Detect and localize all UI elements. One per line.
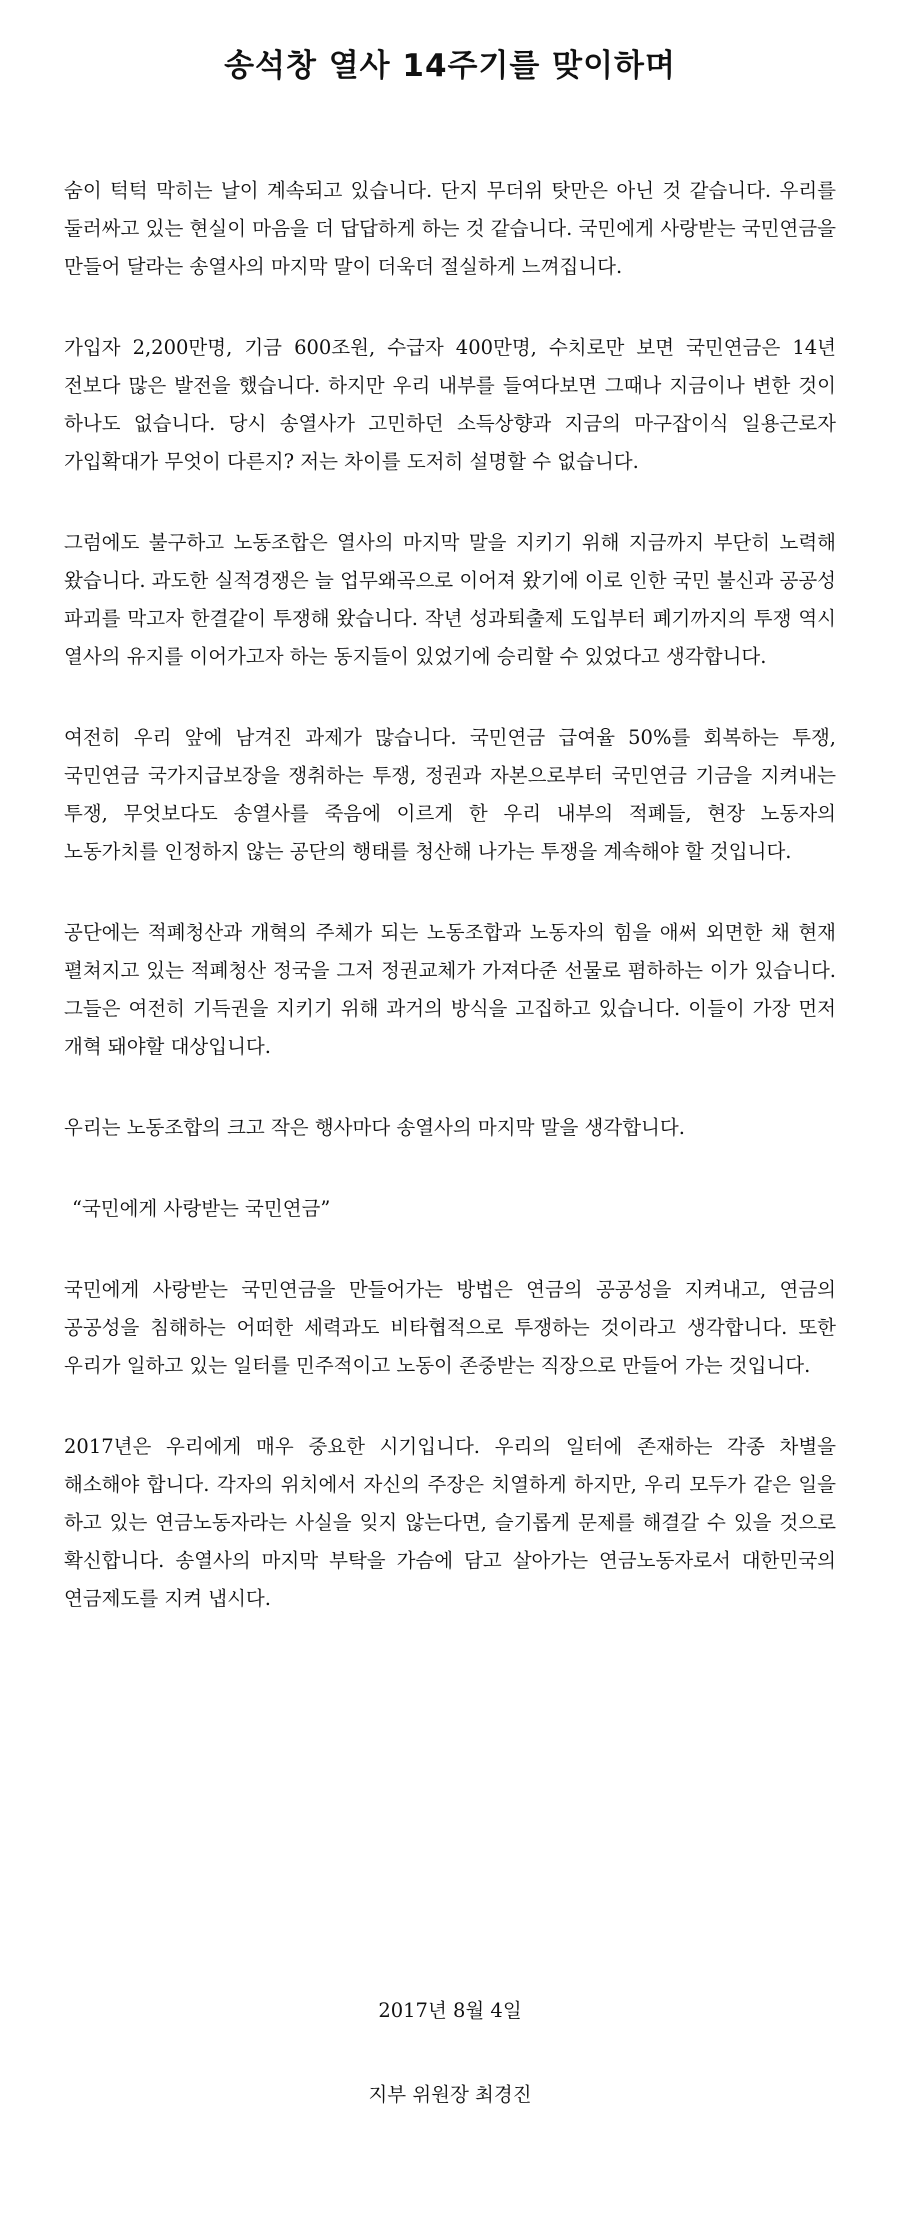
letter-signature: 지부 위원장 최경진 (368, 2083, 532, 2106)
paragraph-1: 숨이 턱턱 막히는 날이 계속되고 있습니다. 단지 무더위 탓만은 아닌 것 같습니다. 우리를 둘러싸고 있는 현실이 마음을 더 답답하게 하는 것 같습니다. 국민에게 사랑받는 국민연금을 만들어 달라는 송열사의 마지막 말이 더욱더 절실하게 느껴집니다. (64, 179, 836, 278)
paragraph-4: 여전히 우리 앞에 남겨진 과제가 많습니다. 국민연금 급여율 50%를 회복하는 투쟁, 국민연금 국가지급보장을 쟁취하는 투쟁, 정권과 자본으로부터 국민연금 기금을 지켜내는 투쟁, 무엇보다도 송열사를 죽음에 이르게 한 우리 내부의 적폐들, 현장 노동자의 노동가치를 인정하지 않는 공단의 행태를 청산해 나가는 투쟁을 계속해야 할 것입니다. (64, 726, 836, 863)
paragraph-3: 그럼에도 불구하고 노동조합은 열사의 마지막 말을 지키기 위해 지금까지 부단히 노력해 왔습니다. 과도한 실적경쟁은 늘 업무왜곡으로 이어져 왔기에 이로 인한 국민 불신과 공공성 파괴를 막고자 한결같이 투쟁해 왔습니다. 작년 성과퇴출제 도입부터 폐기까지의 투쟁 역시 열사의 유지를 이어가고자 하는 동지들이 있었기에 승리할 수 있었다고 생각합니다. (64, 531, 836, 668)
paragraph-6: 우리는 노동조합의 크고 작은 행사마다 송열사의 마지막 말을 생각합니다. (64, 1116, 685, 1139)
paragraph-5: 공단에는 적폐청산과 개혁의 주체가 되는 노동조합과 노동자의 힘을 애써 외면한 채 현재 펼쳐지고 있는 적폐청산 정국을 그저 정권교체가 가져다준 선물로 폄하하는 이가 있습니다. 그들은 여전히 기득권을 지키기 위해 과거의 방식을 고집하고 있습니다. 이들이 가장 먼저 개혁 돼야할 대상입니다. (64, 921, 836, 1058)
paragraph-8: 국민에게 사랑받는 국민연금을 만들어가는 방법은 연금의 공공성을 지켜내고, 연금의 공공성을 침해하는 어떠한 세력과도 비타협적으로 투쟁하는 것이라고 생각합니다. 또한 우리가 일하고 있는 일터를 민주적이고 노동이 존중받는 직장으로 만들어 가는 것입니다. (64, 1278, 836, 1377)
quote-line: “국민에게 사랑받는 국민연금” (72, 1197, 331, 1220)
paragraph-9: 2017년은 우리에게 매우 중요한 시기입니다. 우리의 일터에 존재하는 각종 차별을 해소해야 합니다. 각자의 위치에서 자신의 주장은 치열하게 하지만, 우리 모두가 같은 일을 하고 있는 연금노동자라는 사실을 잊지 않는다면, 슬기롭게 문제를 해결갈 수 있을 것으로 확신합니다. 송열사의 마지막 부탁을 가슴에 담고 살아가는 연금노동자로서 대한민국의 연금제도를 지켜 냅시다. (64, 1435, 836, 1610)
paragraph-2: 가입자 2,200만명, 기금 600조원, 수급자 400만명, 수치로만 보면 국민연금은 14년 전보다 많은 발전을 했습니다. 하지만 우리 내부를 들여다보면 그때나 지금이나 변한 것이 하나도 없습니다. 당시 송열사가 고민하던 소득상향과 지금의 마구잡이식 일용근로자 가입확대가 무엇이 다른지? 저는 차이를 도저히 설명할 수 없습니다. (64, 336, 836, 473)
letter-date: 2017년 8월 4일 (378, 1999, 522, 2022)
letter-body (64, 172, 836, 1618)
letter-title: 송석창 열사 14주기를 맞이하며 (224, 48, 676, 84)
